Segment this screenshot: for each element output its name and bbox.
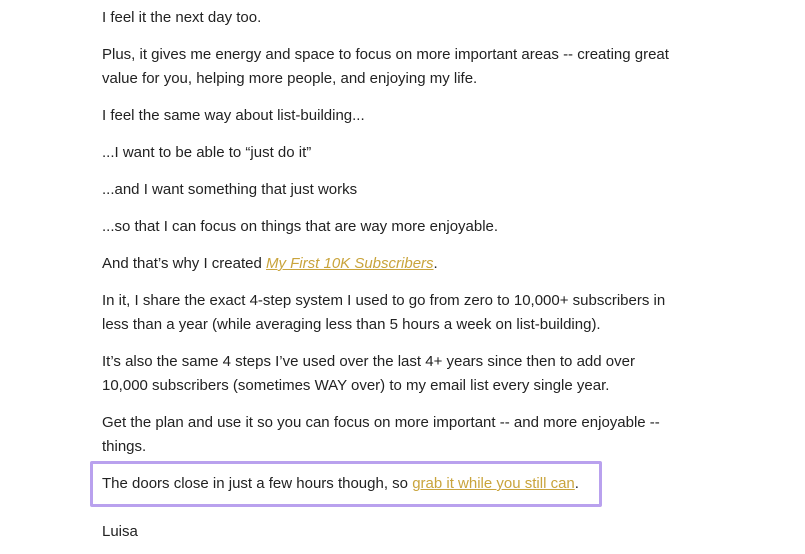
- paragraph-just-do-it: ...I want to be able to “just do it”: [102, 144, 312, 161]
- email-body: [102, 6, 682, 472]
- paragraph-system: In it, I share the exact 4-step system I used to go from zero to 10,000+ subscribers in less than a year (while averaging less than 5 hours a week on list-building).: [102, 292, 666, 333]
- paragraph-energy: Plus, it gives me energy and space to focus on more important areas -- creating great value for you, helping more people, and enjoying my life.: [102, 46, 669, 87]
- grab-it-link[interactable]: grab it while you still can: [412, 475, 575, 492]
- paragraph-next-day: I feel it the next day too.: [102, 9, 262, 26]
- paragraph-just-works: ...and I want something that just works: [102, 181, 358, 198]
- paragraph-enjoyable: ...so that I can focus on things that are way more enjoyable.: [102, 218, 499, 235]
- paragraph-same-steps: It’s also the same 4 steps I’ve used over the last 4+ years since then to add over 10,000 subscribers (sometimes WAY over) to my email list every single year.: [102, 353, 635, 394]
- paragraph-doors-close: [102, 472, 579, 496]
- paragraph-why-created: [102, 252, 682, 276]
- paragraph-why-created-period: .: [433, 255, 438, 272]
- paragraph-why-created-text: And that’s why I created: [102, 255, 266, 272]
- paragraph-doors-close-text: The doors close in just a few hours though, so: [102, 475, 413, 492]
- paragraph-get-plan: Get the plan and use it so you can focus on more important -- and more enjoyable -- things.: [102, 414, 660, 455]
- product-link[interactable]: My First 10K Subscribers: [265, 255, 434, 272]
- signature: Luisa: [102, 523, 138, 540]
- paragraph-doors-close-period: .: [574, 475, 579, 492]
- paragraph-list-building: I feel the same way about list-building...: [102, 107, 365, 124]
